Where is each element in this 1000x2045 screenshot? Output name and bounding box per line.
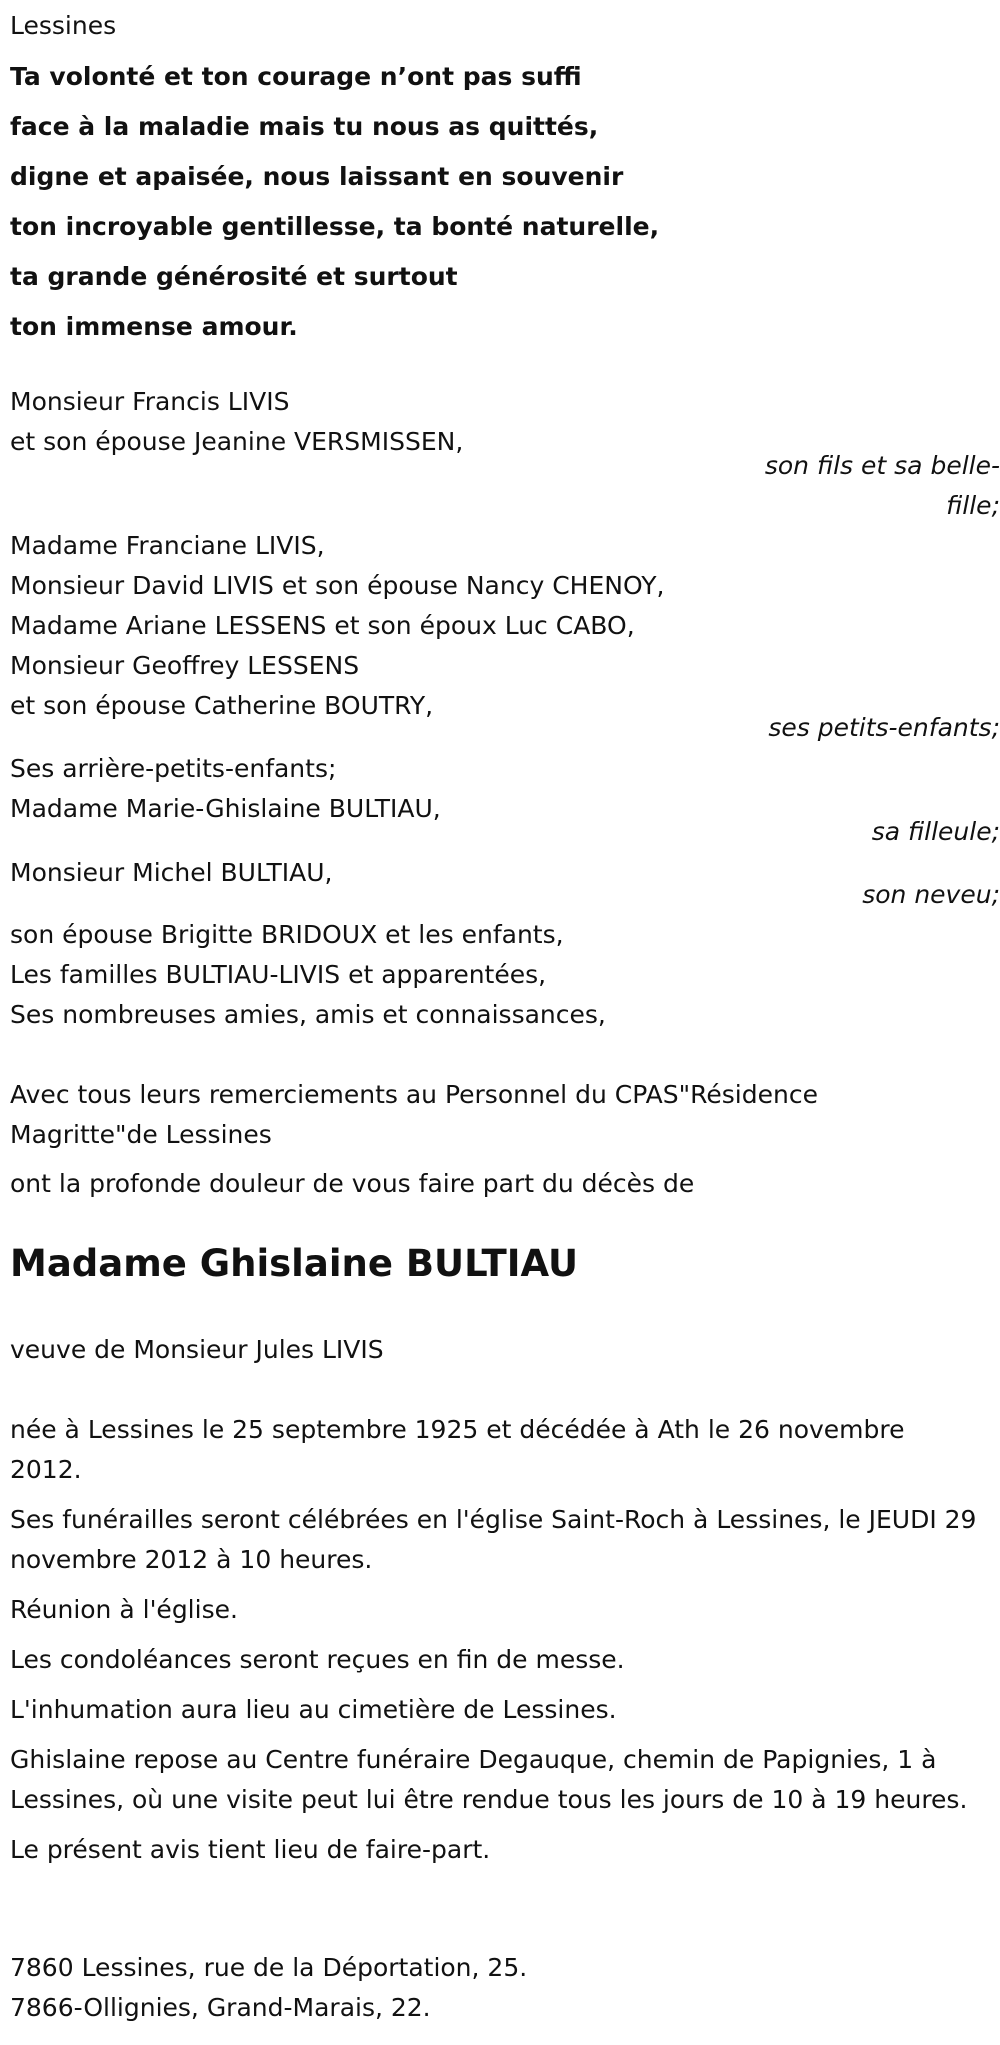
son-relation: son fils et sa belle- xyxy=(764,451,1000,480)
birth-death-dates: née à Lessines le 25 septembre 1925 et décédée à Ath le 26 novembre 2012. xyxy=(10,1415,905,1484)
son-spouse: et son épouse Jeanine VERSMISSEN, xyxy=(10,427,464,456)
burial: L'inhumation aura lieu au cimetière de Lessines. xyxy=(10,1695,617,1724)
widow-of: veuve de Monsieur Jules LIVIS xyxy=(10,1335,384,1364)
family-member: Les familles BULTIAU-LIVIS et apparentées, xyxy=(10,960,547,989)
poem-line: Ta volonté et ton courage n’ont pas suffi xyxy=(10,62,582,91)
other-relatives xyxy=(10,915,606,1035)
deceased-name: Madame Ghislaine BULTIAU xyxy=(10,1242,579,1285)
son-relation-continued: fille; xyxy=(946,491,1000,520)
poem-line: ta grande générosité et surtout xyxy=(10,262,458,291)
poem-line: face à la maladie mais tu nous as quittés, xyxy=(10,112,599,141)
family-member: et son épouse Catherine BOUTRY, xyxy=(10,691,434,720)
family-member: Monsieur Geoffrey LESSENS xyxy=(10,651,360,680)
family-member: Monsieur David LIVIS et son épouse Nancy CHENOY, xyxy=(10,571,665,600)
nephew-name: Monsieur Michel BULTIAU, xyxy=(10,858,333,887)
son-name: Monsieur Francis LIVIS xyxy=(10,387,290,416)
grandchildren-relation: ses petits-enfants; xyxy=(768,713,1000,742)
poem-line: ton immense amour. xyxy=(10,312,298,341)
family-member: Madame Franciane LIVIS, xyxy=(10,531,325,560)
great-grandchildren: Ses arrière-petits-enfants; xyxy=(10,754,337,783)
meeting-place: Réunion à l'église. xyxy=(10,1595,238,1624)
poem-line: ton incroyable gentillesse, ta bonté naturelle, xyxy=(10,212,660,241)
addresses xyxy=(10,1948,527,2028)
address-line: 7860 Lessines, rue de la Déportation, 25. xyxy=(10,1953,528,1982)
poem-line: digne et apaisée, nous laissant en souvenir xyxy=(10,162,624,191)
address-line: 7866-Ollignies, Grand-Marais, 22. xyxy=(10,1993,431,2022)
announcement: ont la profonde douleur de vous faire part du décès de xyxy=(10,1169,695,1198)
resting-place: Ghislaine repose au Centre funéraire Degauque, chemin de Papignies, 1 à Lessines, où une visite peut lui être rendue tous les jours de 10 à 19 heures. xyxy=(10,1745,968,1814)
condolences: Les condoléances seront reçues en fin de messe. xyxy=(10,1645,625,1674)
thanks-paragraph: Avec tous leurs remerciements au Personnel du CPAS"Résidence Magritte"de Lessines xyxy=(10,1080,818,1149)
grandchildren-list xyxy=(10,526,664,726)
family-member: son épouse Brigitte BRIDOUX et les enfants, xyxy=(10,920,564,949)
funeral-details xyxy=(10,1410,985,1870)
poem xyxy=(10,52,659,352)
notice-statement: Le présent avis tient lieu de faire-part. xyxy=(10,1835,491,1864)
family-member: Madame Ariane LESSENS et son époux Luc CABO, xyxy=(10,611,635,640)
goddaughter-name: Madame Marie-Ghislaine BULTIAU, xyxy=(10,794,441,823)
nephew-relation: son neveu; xyxy=(862,880,1000,909)
family-member: Ses nombreuses amies, amis et connaissances, xyxy=(10,1000,606,1029)
location-header: Lessines xyxy=(10,11,117,40)
funeral-service: Ses funérailles seront célébrées en l'église Saint-Roch à Lessines, le JEUDI 29 novembre 2012 à 10 heures. xyxy=(10,1505,977,1574)
goddaughter-relation: sa filleule; xyxy=(871,817,1000,846)
